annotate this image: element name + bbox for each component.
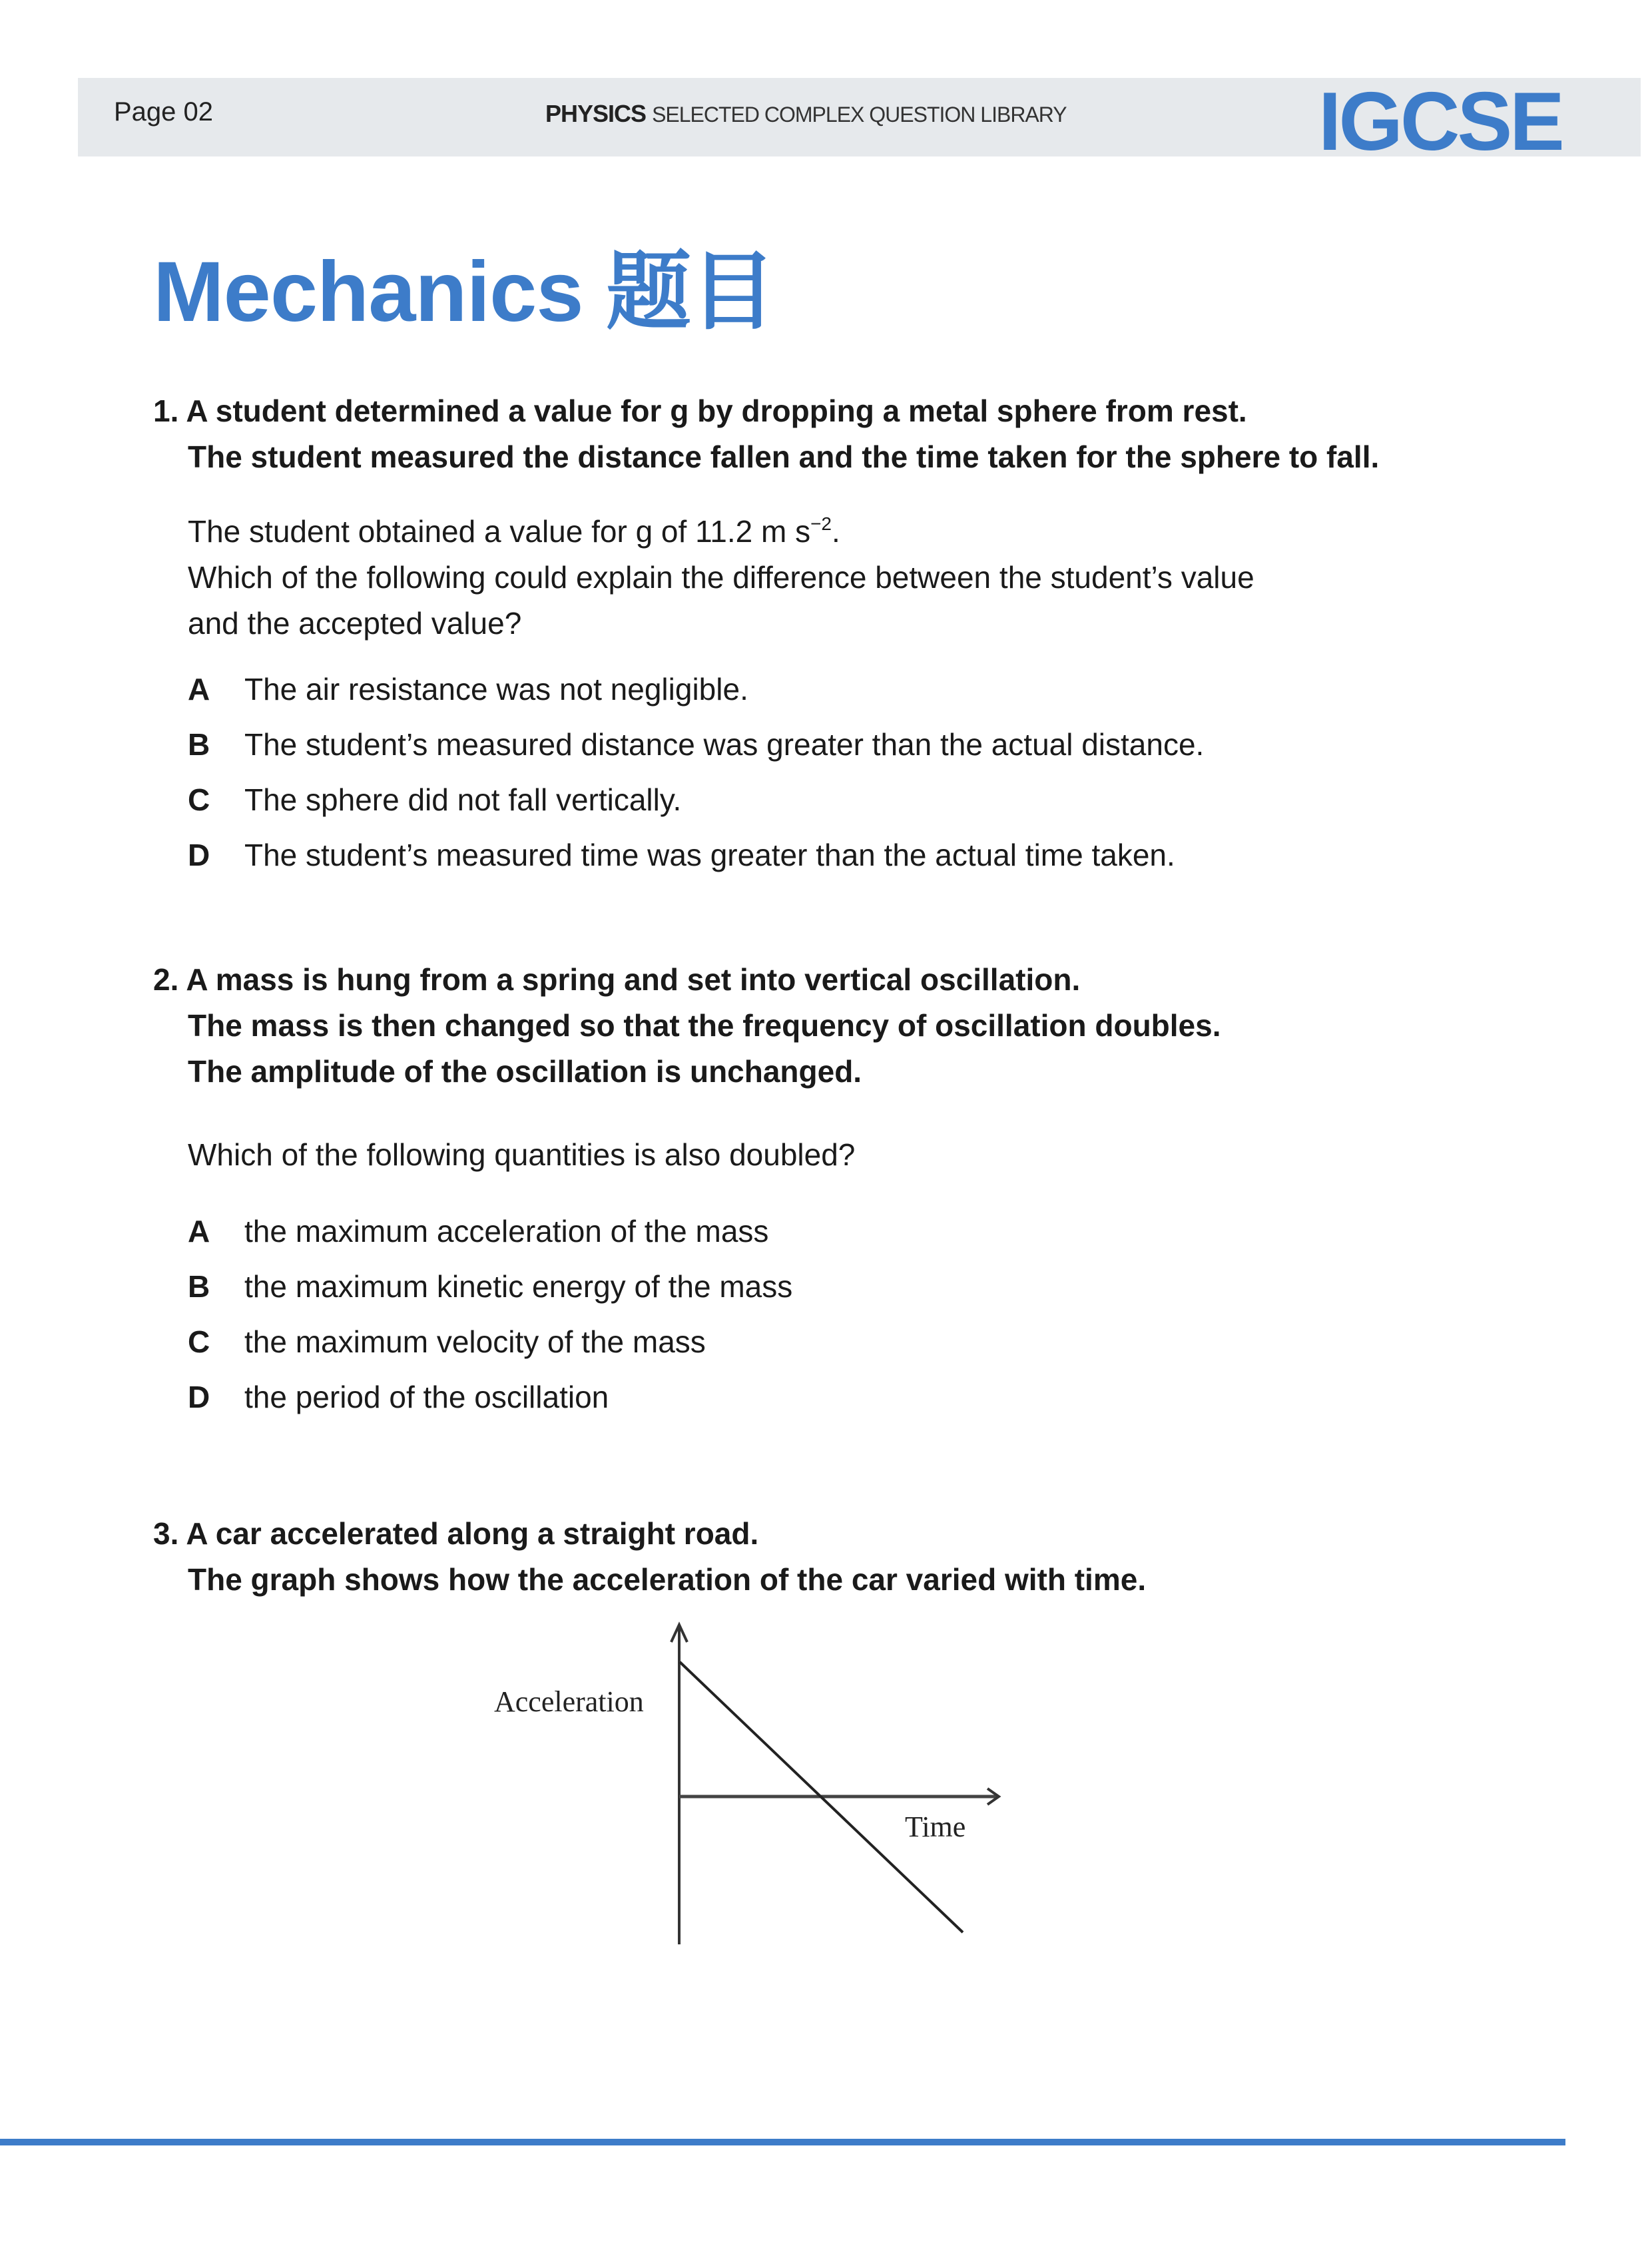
q1-option-b-text: The student’s measured distance was greater than the actual distance. [244,727,1205,762]
q2-option-d-letter: D [188,1380,210,1414]
q1-option-c-text: The sphere did not fall vertically. [244,782,682,817]
x-axis-label: Time [905,1811,966,1843]
question-1-body-line-3: and the accepted value? [188,606,522,641]
period: . [832,514,840,549]
body-text: The student obtained a value for g of 11.2 m s [188,514,811,549]
q2-option-c-text: the maximum velocity of the mass [244,1324,706,1359]
question-1-body-line-2: Which of the following could explain the difference between the student’s value [188,560,1254,595]
question-2-stem-line-3: The amplitude of the oscillation is unchanged. [188,1054,862,1089]
q1-option-d-letter: D [188,838,210,872]
q2-option-b-text: the maximum kinetic energy of the mass [244,1269,793,1304]
q1-option-a-text: The air resistance was not negligible. [244,672,748,706]
q2-option-a-text: the maximum acceleration of the mass [244,1214,769,1249]
igcse-logo: IGCSE [1318,76,1562,168]
q2-option-b-letter: B [188,1269,210,1304]
question-2-body: Which of the following quantities is also doubled? [188,1137,856,1172]
question-2-stem-line-1: 2. A mass is hung from a spring and set into vertical oscillation. [153,962,1081,997]
question-3-stem-line-2: The graph shows how the acceleration of the car varied with time. [188,1562,1147,1597]
q1-option-d-text: The student’s measured time was greater than the actual time taken. [244,838,1175,872]
q1-option-a-letter: A [188,672,210,706]
q1-option-c-letter: C [188,782,210,817]
footer-rule [0,2139,1565,2145]
question-1-stem-line-2: The student measured the distance fallen and the time taken for the sphere to fall. [188,439,1380,474]
q2-option-a-letter: A [188,1214,210,1249]
library-label: SELECTED COMPLEX QUESTION LIBRARY [652,103,1067,127]
page-title: Mechanics 题目 [153,244,776,340]
y-axis-label: Acceleration [494,1685,644,1718]
question-2-stem-line-2: The mass is then changed so that the frequency of oscillation doubles. [188,1008,1221,1043]
question-1-stem-line-1: 1. A student determined a value for g by dropping a metal sphere from rest. [153,394,1247,428]
q1-option-b-letter: B [188,727,210,762]
q2-option-d-text: the period of the oscillation [244,1380,609,1414]
question-3-stem-line-1: 3. A car accelerated along a straight road. [153,1516,759,1551]
q2-option-c-letter: C [188,1324,210,1359]
subject-label: PHYSICS [545,100,647,127]
superscript: −2 [810,513,832,534]
page-number: Page 02 [114,97,214,127]
